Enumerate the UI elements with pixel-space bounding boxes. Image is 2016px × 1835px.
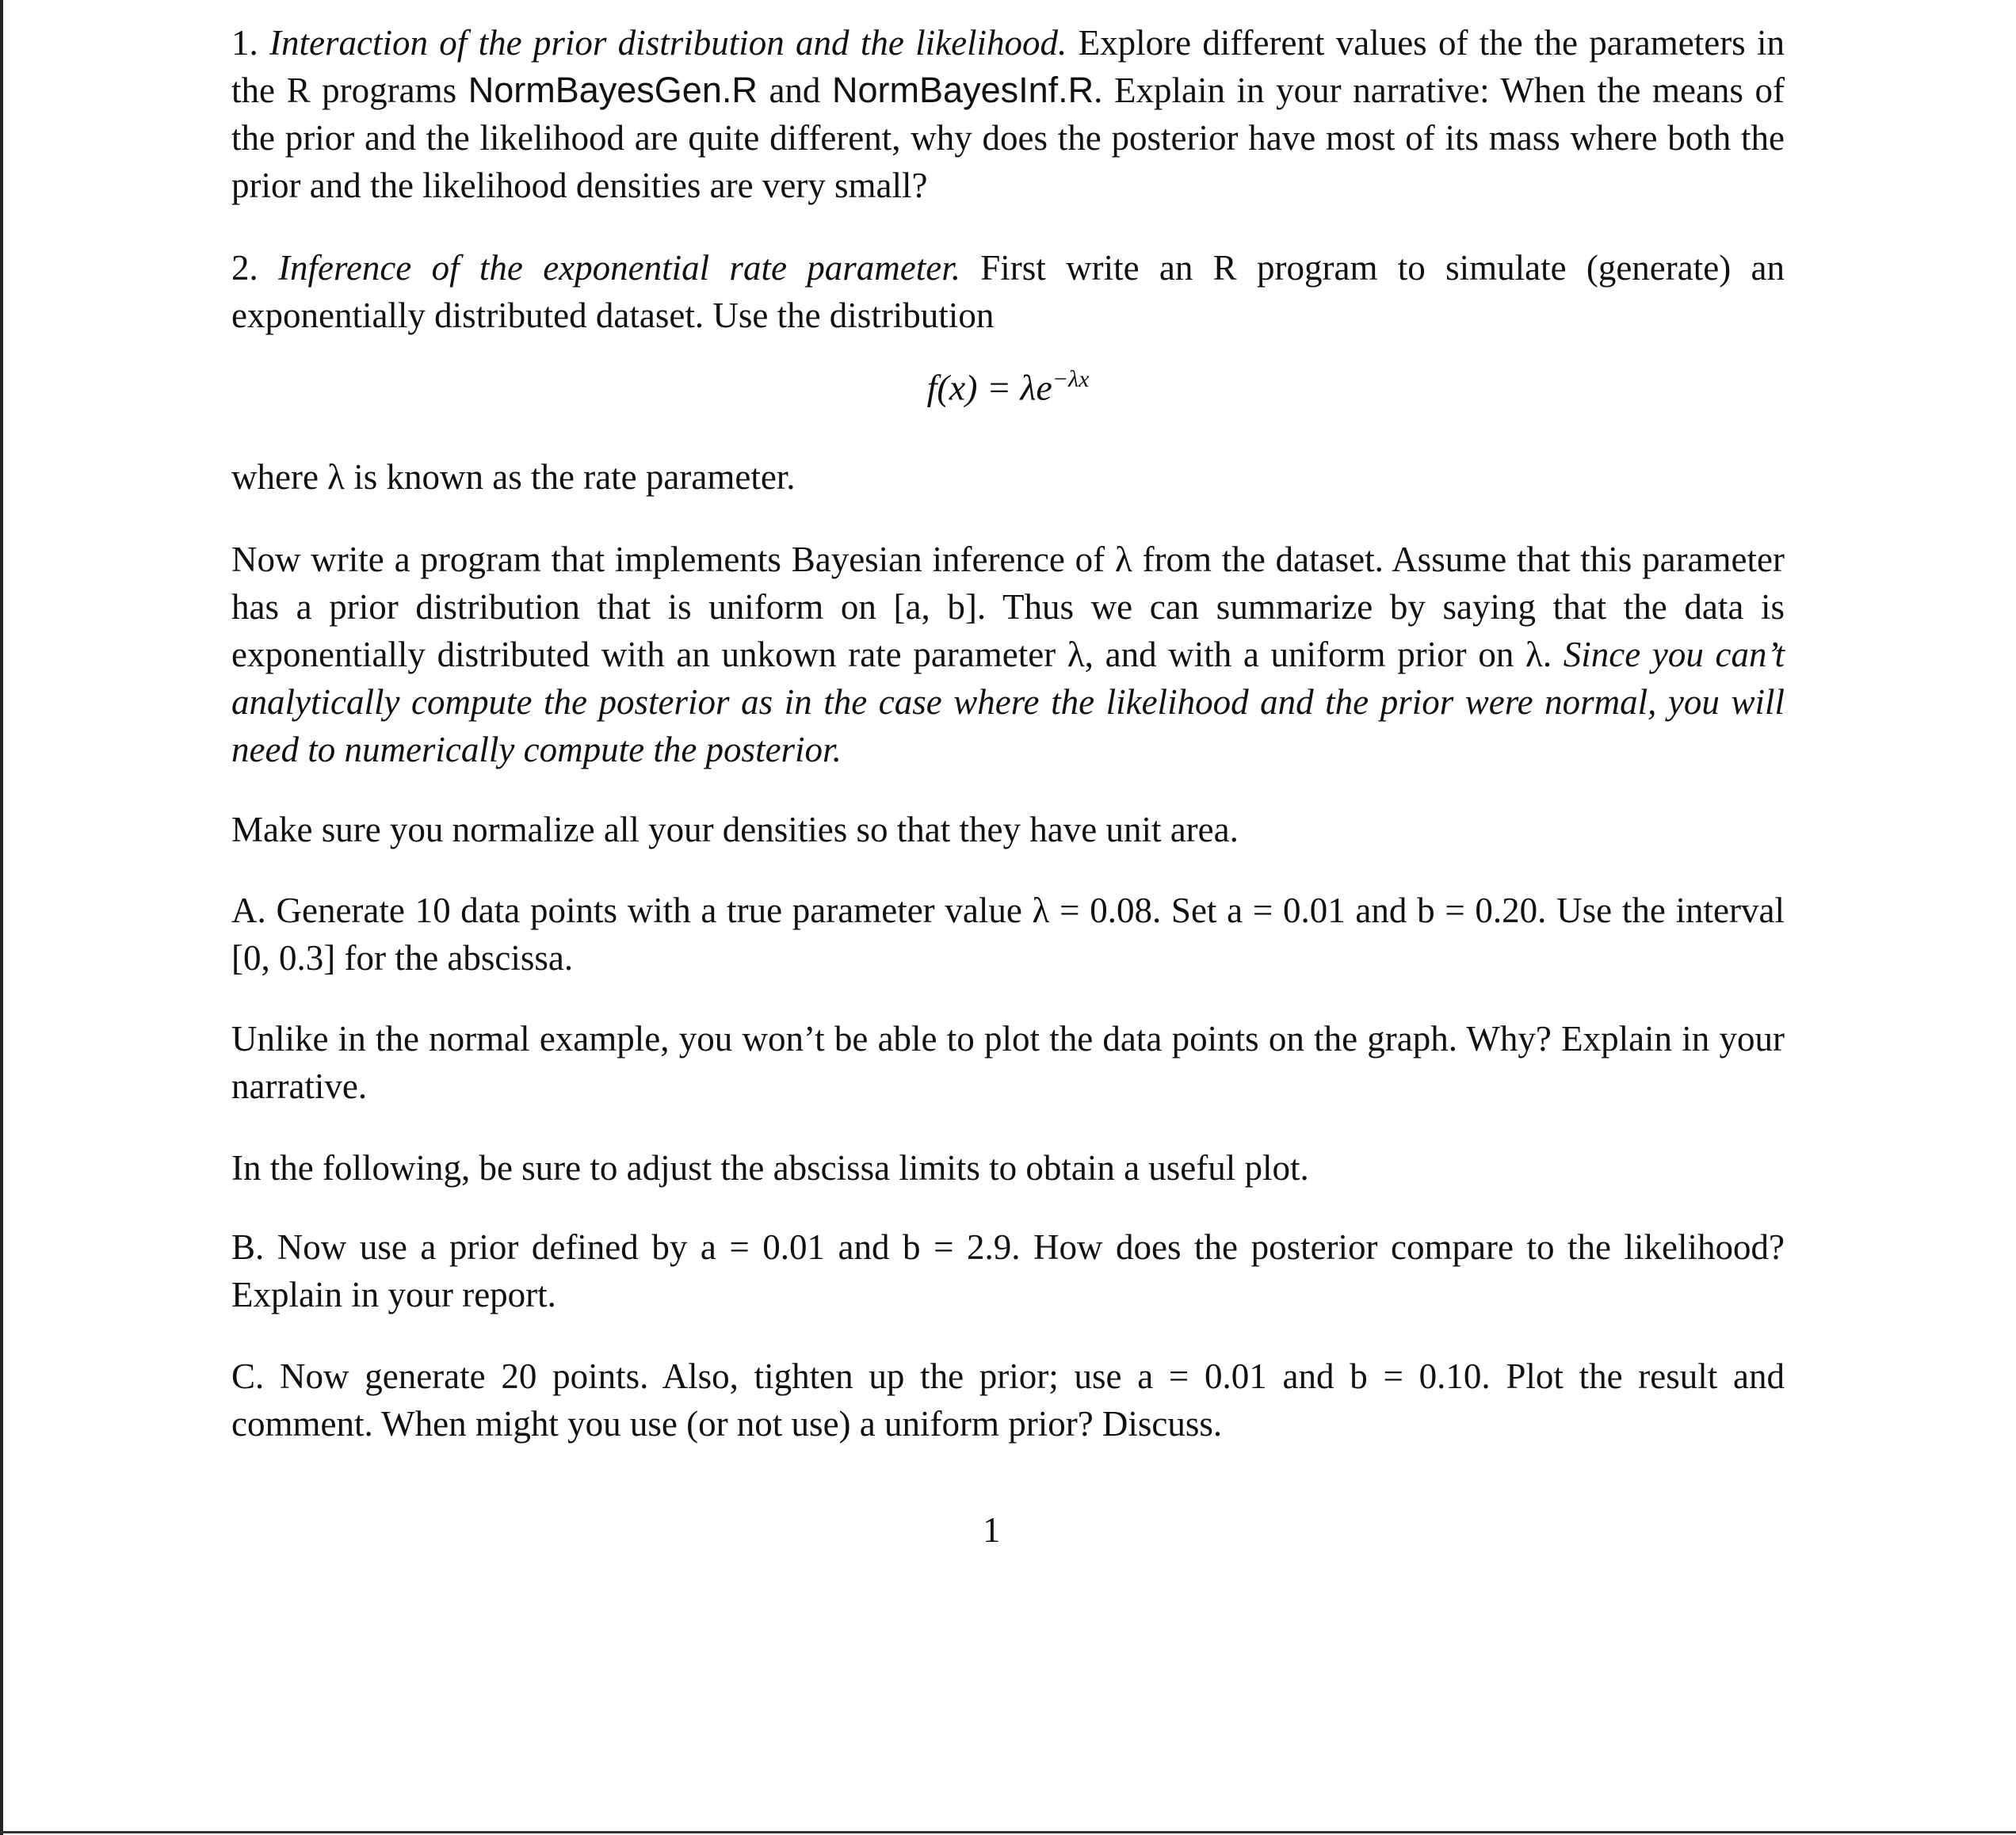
following-text: In the following, be sure to adjust the abscissa limits to obtain a useful plot. [231,1148,1309,1188]
question-1 [231,19,1785,209]
q1-text: Explore different values of the the parameters in the R programs [231,23,1785,110]
q1-title: Interaction of the prior distribution and the likelihood. [269,23,1067,63]
part-a: A. Generate 10 data points with a true parameter value λ = 0.08. Set a = 0.01 and b = 0.20. Use the interval [0, 0.3] for the abscissa. [231,891,1785,978]
page-number: 1 [983,1510,1001,1550]
q1-and: and [769,71,821,110]
file-name-inf: NormBayesInf.R [832,70,1094,110]
equation-lhs: f(x) = λe [926,367,1052,408]
question-2-intro [231,244,1785,339]
where-text: where λ is known as the rate parameter. [231,457,796,497]
q1-number: 1. [231,23,258,63]
scan-border-bottom [0,1831,2016,1833]
equation-exponent: −λx [1052,366,1090,392]
scan-border-left [0,0,3,1835]
part-c: C. Now generate 20 points. Also, tighten up the prior; use a = 0.01 and b = 0.10. Plot the result and comment. When might you use (or not use) a uniform prior? Discuss. [231,1356,1785,1444]
normalize-text: Make sure you normalize all your densities so that they have unit area. [231,810,1239,849]
q1-question: . Explain in your narrative: When the means of the prior and the likelihood are quite different, why does the posterior have most of its mass where both the prior and the likelihood densities are very small? [231,71,1785,205]
q2-intro-text: First write an R program to simulate (generate) an exponentially distributed dataset. Use the distribution [231,248,1785,335]
file-name-gen: NormBayesGen.R [468,70,758,110]
now-write-italic: Since you can’t analytically compute the posterior as in the case where the likelihood and the prior were normal, you will need to numerically compute the posterior. [231,635,1785,769]
now-write-text: Now write a program that implements Bayesian inference of λ from the dataset. Assume that this parameter has a prior distribution that is uniform on [a, b]. Thus we can summarize by saying that the data is exponentially distributed with an unkown rate parameter λ, and with a uniform prior on λ. [231,540,1785,674]
unlike-text: Unlike in the normal example, you won’t be able to plot the data points on the graph. Why? Explain in your narrative. [231,1019,1785,1106]
q2-number: 2. [231,248,258,288]
part-b: B. Now use a prior defined by a = 0.01 and b = 2.9. How does the posterior compare to the likelihood? Explain in your report. [231,1227,1785,1314]
q2-title: Inference of the exponential rate parameter. [278,248,960,288]
now-write-paragraph [231,536,1785,773]
equation-exponential [0,366,2016,408]
